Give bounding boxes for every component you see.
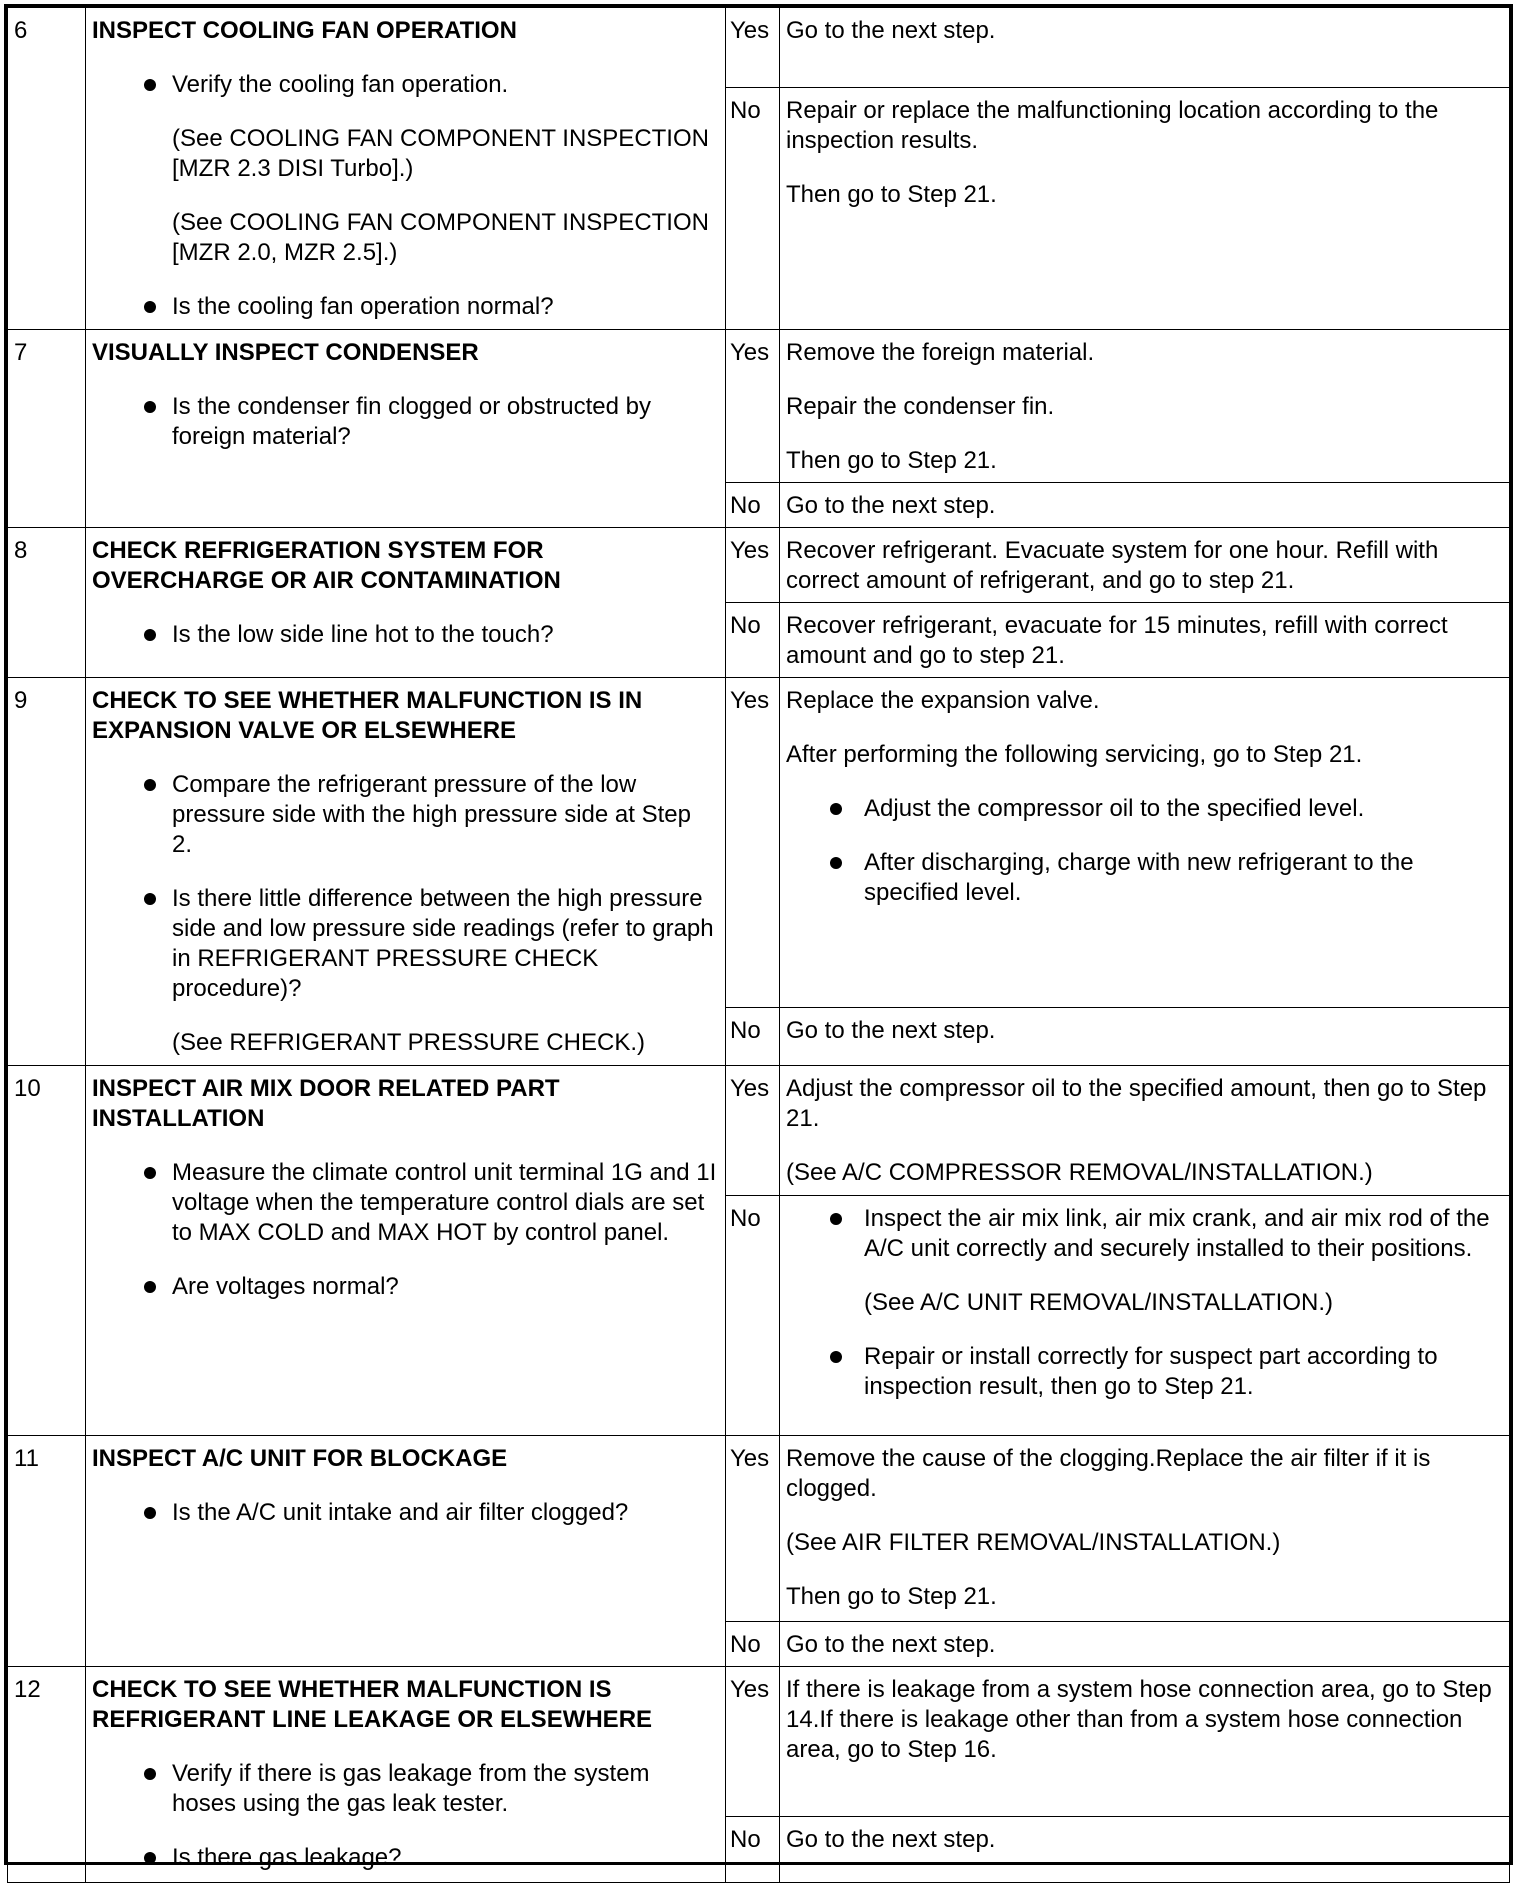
result-yes-label: Yes xyxy=(726,1066,780,1196)
result-no-label: No xyxy=(726,603,780,678)
no-action-cell xyxy=(780,1622,1510,1667)
inspection-item xyxy=(92,770,717,860)
step-row-yes xyxy=(8,1066,1510,1196)
inspection-item xyxy=(92,70,717,268)
inspection-list xyxy=(92,1498,717,1528)
troubleshooting-table xyxy=(7,7,1510,1883)
inspection-list xyxy=(92,70,717,322)
inspection-text: Is there gas leakage? xyxy=(172,1844,402,1871)
step-number: 11 xyxy=(8,1436,86,1667)
inspection-item xyxy=(92,292,717,322)
step-number: 10 xyxy=(8,1066,86,1436)
yes-action-cell xyxy=(780,1436,1510,1622)
yes-action-cell xyxy=(780,8,1510,88)
inspection-list xyxy=(92,770,717,1058)
inspection-list xyxy=(92,392,717,452)
action-text: (See A/C COMPRESSOR REMOVAL/INSTALLATION.) xyxy=(786,1159,1373,1186)
inspection-cell xyxy=(86,8,726,330)
inspection-cell xyxy=(86,528,726,678)
result-yes-label: Yes xyxy=(726,330,780,483)
yes-action-cell xyxy=(780,678,1510,1008)
action-text: Repair the condenser fin. xyxy=(786,393,1055,420)
inspection-cell xyxy=(86,330,726,528)
step-title: VISUALLY INSPECT CONDENSER xyxy=(92,339,479,366)
inspection-text: Verify the cooling fan operation. xyxy=(172,71,509,98)
step-title: INSPECT COOLING FAN OPERATION xyxy=(92,17,517,44)
reference-note: (See A/C UNIT REMOVAL/INSTALLATION.) xyxy=(864,1289,1333,1316)
action-text: Replace the expansion valve. xyxy=(786,687,1100,714)
step-number: 7 xyxy=(8,330,86,528)
inspection-item xyxy=(92,392,717,452)
inspection-item xyxy=(92,884,717,1058)
action-text: Adjust the compressor oil to the specified amount, then go to Step 21. xyxy=(786,1075,1487,1132)
action-text: Repair or replace the malfunctioning location according to the inspection results. xyxy=(786,97,1439,154)
step-row-yes xyxy=(8,8,1510,88)
inspection-text: Measure the climate control unit terminal 1G and 1I voltage when the temperature control dials are set to MAX COLD and MAX HOT by control panel. xyxy=(172,1159,717,1246)
inspection-text: Is the condenser fin clogged or obstructed by foreign material? xyxy=(172,393,651,450)
action-text: Recover refrigerant, evacuate for 15 minutes, refill with correct amount and go to step 21. xyxy=(786,612,1448,669)
result-no-label: No xyxy=(726,1817,780,1883)
action-bullet-list xyxy=(786,794,1501,908)
action-bullet-list xyxy=(786,1204,1501,1402)
inspection-text: Is the A/C unit intake and air filter clogged? xyxy=(172,1499,629,1526)
inspection-list xyxy=(92,1158,717,1302)
step-title: CHECK TO SEE WHETHER MALFUNCTION IS REFRIGERANT LINE LEAKAGE OR ELSEWHERE xyxy=(92,1676,653,1733)
inspection-text: Is the low side line hot to the touch? xyxy=(172,621,554,648)
result-no-label: No xyxy=(726,483,780,528)
step-row-yes xyxy=(8,528,1510,603)
inspection-item xyxy=(92,1843,717,1873)
inspection-cell xyxy=(86,1667,726,1883)
result-yes-label: Yes xyxy=(726,1436,780,1622)
step-row-yes xyxy=(8,1667,1510,1817)
inspection-list xyxy=(92,620,717,650)
step-row-yes xyxy=(8,678,1510,1008)
result-yes-label: Yes xyxy=(726,528,780,603)
action-bullet: After discharging, charge with new refrigerant to the specified level. xyxy=(786,848,1501,908)
reference-note: (See COOLING FAN COMPONENT INSPECTION [MZR 2.0, MZR 2.5].) xyxy=(172,209,709,266)
yes-action-cell xyxy=(780,1667,1510,1817)
yes-action-cell xyxy=(780,1066,1510,1196)
result-no-label: No xyxy=(726,1008,780,1066)
reference-note: (See REFRIGERANT PRESSURE CHECK.) xyxy=(172,1029,645,1056)
action-bullet-text: Inspect the air mix link, air mix crank, and air mix rod of the A/C unit correctly and securely installed to their positions. xyxy=(864,1205,1490,1262)
no-action-cell xyxy=(780,1196,1510,1436)
inspection-cell xyxy=(86,678,726,1066)
inspection-text: Compare the refrigerant pressure of the low pressure side with the high pressure side at Step 2. xyxy=(172,771,691,858)
inspection-text: Are voltages normal? xyxy=(172,1273,399,1300)
reference-note: (See COOLING FAN COMPONENT INSPECTION [MZR 2.3 DISI Turbo].) xyxy=(172,125,709,182)
inspection-item xyxy=(92,620,717,650)
result-no-label: No xyxy=(726,1622,780,1667)
inspection-cell xyxy=(86,1066,726,1436)
action-text: Then go to Step 21. xyxy=(786,1583,997,1610)
step-title: INSPECT AIR MIX DOOR RELATED PART INSTALLATION xyxy=(92,1075,560,1132)
action-text: (See AIR FILTER REMOVAL/INSTALLATION.) xyxy=(786,1529,1281,1556)
inspection-item xyxy=(92,1498,717,1528)
step-row-yes xyxy=(8,330,1510,483)
no-action-cell xyxy=(780,483,1510,528)
action-text: Go to the next step. xyxy=(786,492,996,519)
action-text: Go to the next step. xyxy=(786,17,996,44)
result-yes-label: Yes xyxy=(726,8,780,88)
action-bullet xyxy=(786,1204,1501,1318)
step-row-yes xyxy=(8,1436,1510,1622)
inspection-item xyxy=(92,1759,717,1819)
no-action-cell xyxy=(780,603,1510,678)
inspection-text: Is the cooling fan operation normal? xyxy=(172,293,554,320)
step-number: 6 xyxy=(8,8,86,330)
action-text: Then go to Step 21. xyxy=(786,447,997,474)
yes-action-cell xyxy=(780,528,1510,603)
action-text: Recover refrigerant. Evacuate system for one hour. Refill with correct amount of refrigerant, and go to step 21. xyxy=(786,537,1439,594)
inspection-text: Verify if there is gas leakage from the system hoses using the gas leak tester. xyxy=(172,1760,650,1817)
step-number: 12 xyxy=(8,1667,86,1883)
action-text: Then go to Step 21. xyxy=(786,181,997,208)
troubleshooting-table-frame xyxy=(4,4,1513,1871)
step-title: CHECK TO SEE WHETHER MALFUNCTION IS IN EXPANSION VALVE OR ELSEWHERE xyxy=(92,687,643,744)
step-number: 8 xyxy=(8,528,86,678)
action-text: Go to the next step. xyxy=(786,1826,996,1853)
result-no-label: No xyxy=(726,88,780,330)
step-title: INSPECT A/C UNIT FOR BLOCKAGE xyxy=(92,1445,508,1472)
action-text: Remove the cause of the clogging.Replace the air filter if it is clogged. xyxy=(786,1445,1431,1502)
step-title: CHECK REFRIGERATION SYSTEM FOR OVERCHARGE OR AIR CONTAMINATION xyxy=(92,537,561,594)
result-yes-label: Yes xyxy=(726,1667,780,1817)
action-bullet: Adjust the compressor oil to the specified level. xyxy=(786,794,1501,824)
inspection-text: Is there little difference between the high pressure side and low pressure side readings (refer to graph in REFRIGERANT PRESSURE CHECK procedure)? xyxy=(172,885,714,1002)
action-text: Remove the foreign material. xyxy=(786,339,1095,366)
no-action-cell xyxy=(780,1817,1510,1883)
no-action-cell xyxy=(780,1008,1510,1066)
result-yes-label: Yes xyxy=(726,678,780,1008)
inspection-item xyxy=(92,1272,717,1302)
inspection-cell xyxy=(86,1436,726,1667)
inspection-list xyxy=(92,1759,717,1873)
action-text: Go to the next step. xyxy=(786,1017,996,1044)
result-no-label: No xyxy=(726,1196,780,1436)
action-text: If there is leakage from a system hose connection area, go to Step 14.If there is leakage other than from a system hose connection area, go to Step 16. xyxy=(786,1676,1492,1763)
action-text: Go to the next step. xyxy=(786,1631,996,1658)
inspection-item xyxy=(92,1158,717,1248)
action-bullet xyxy=(786,1342,1501,1402)
yes-action-cell xyxy=(780,330,1510,483)
step-number: 9 xyxy=(8,678,86,1066)
no-action-cell xyxy=(780,88,1510,330)
action-text: After performing the following servicing, go to Step 21. xyxy=(786,741,1363,768)
action-bullet-text: Repair or install correctly for suspect part according to inspection result, then go to Step 21. xyxy=(864,1343,1438,1400)
